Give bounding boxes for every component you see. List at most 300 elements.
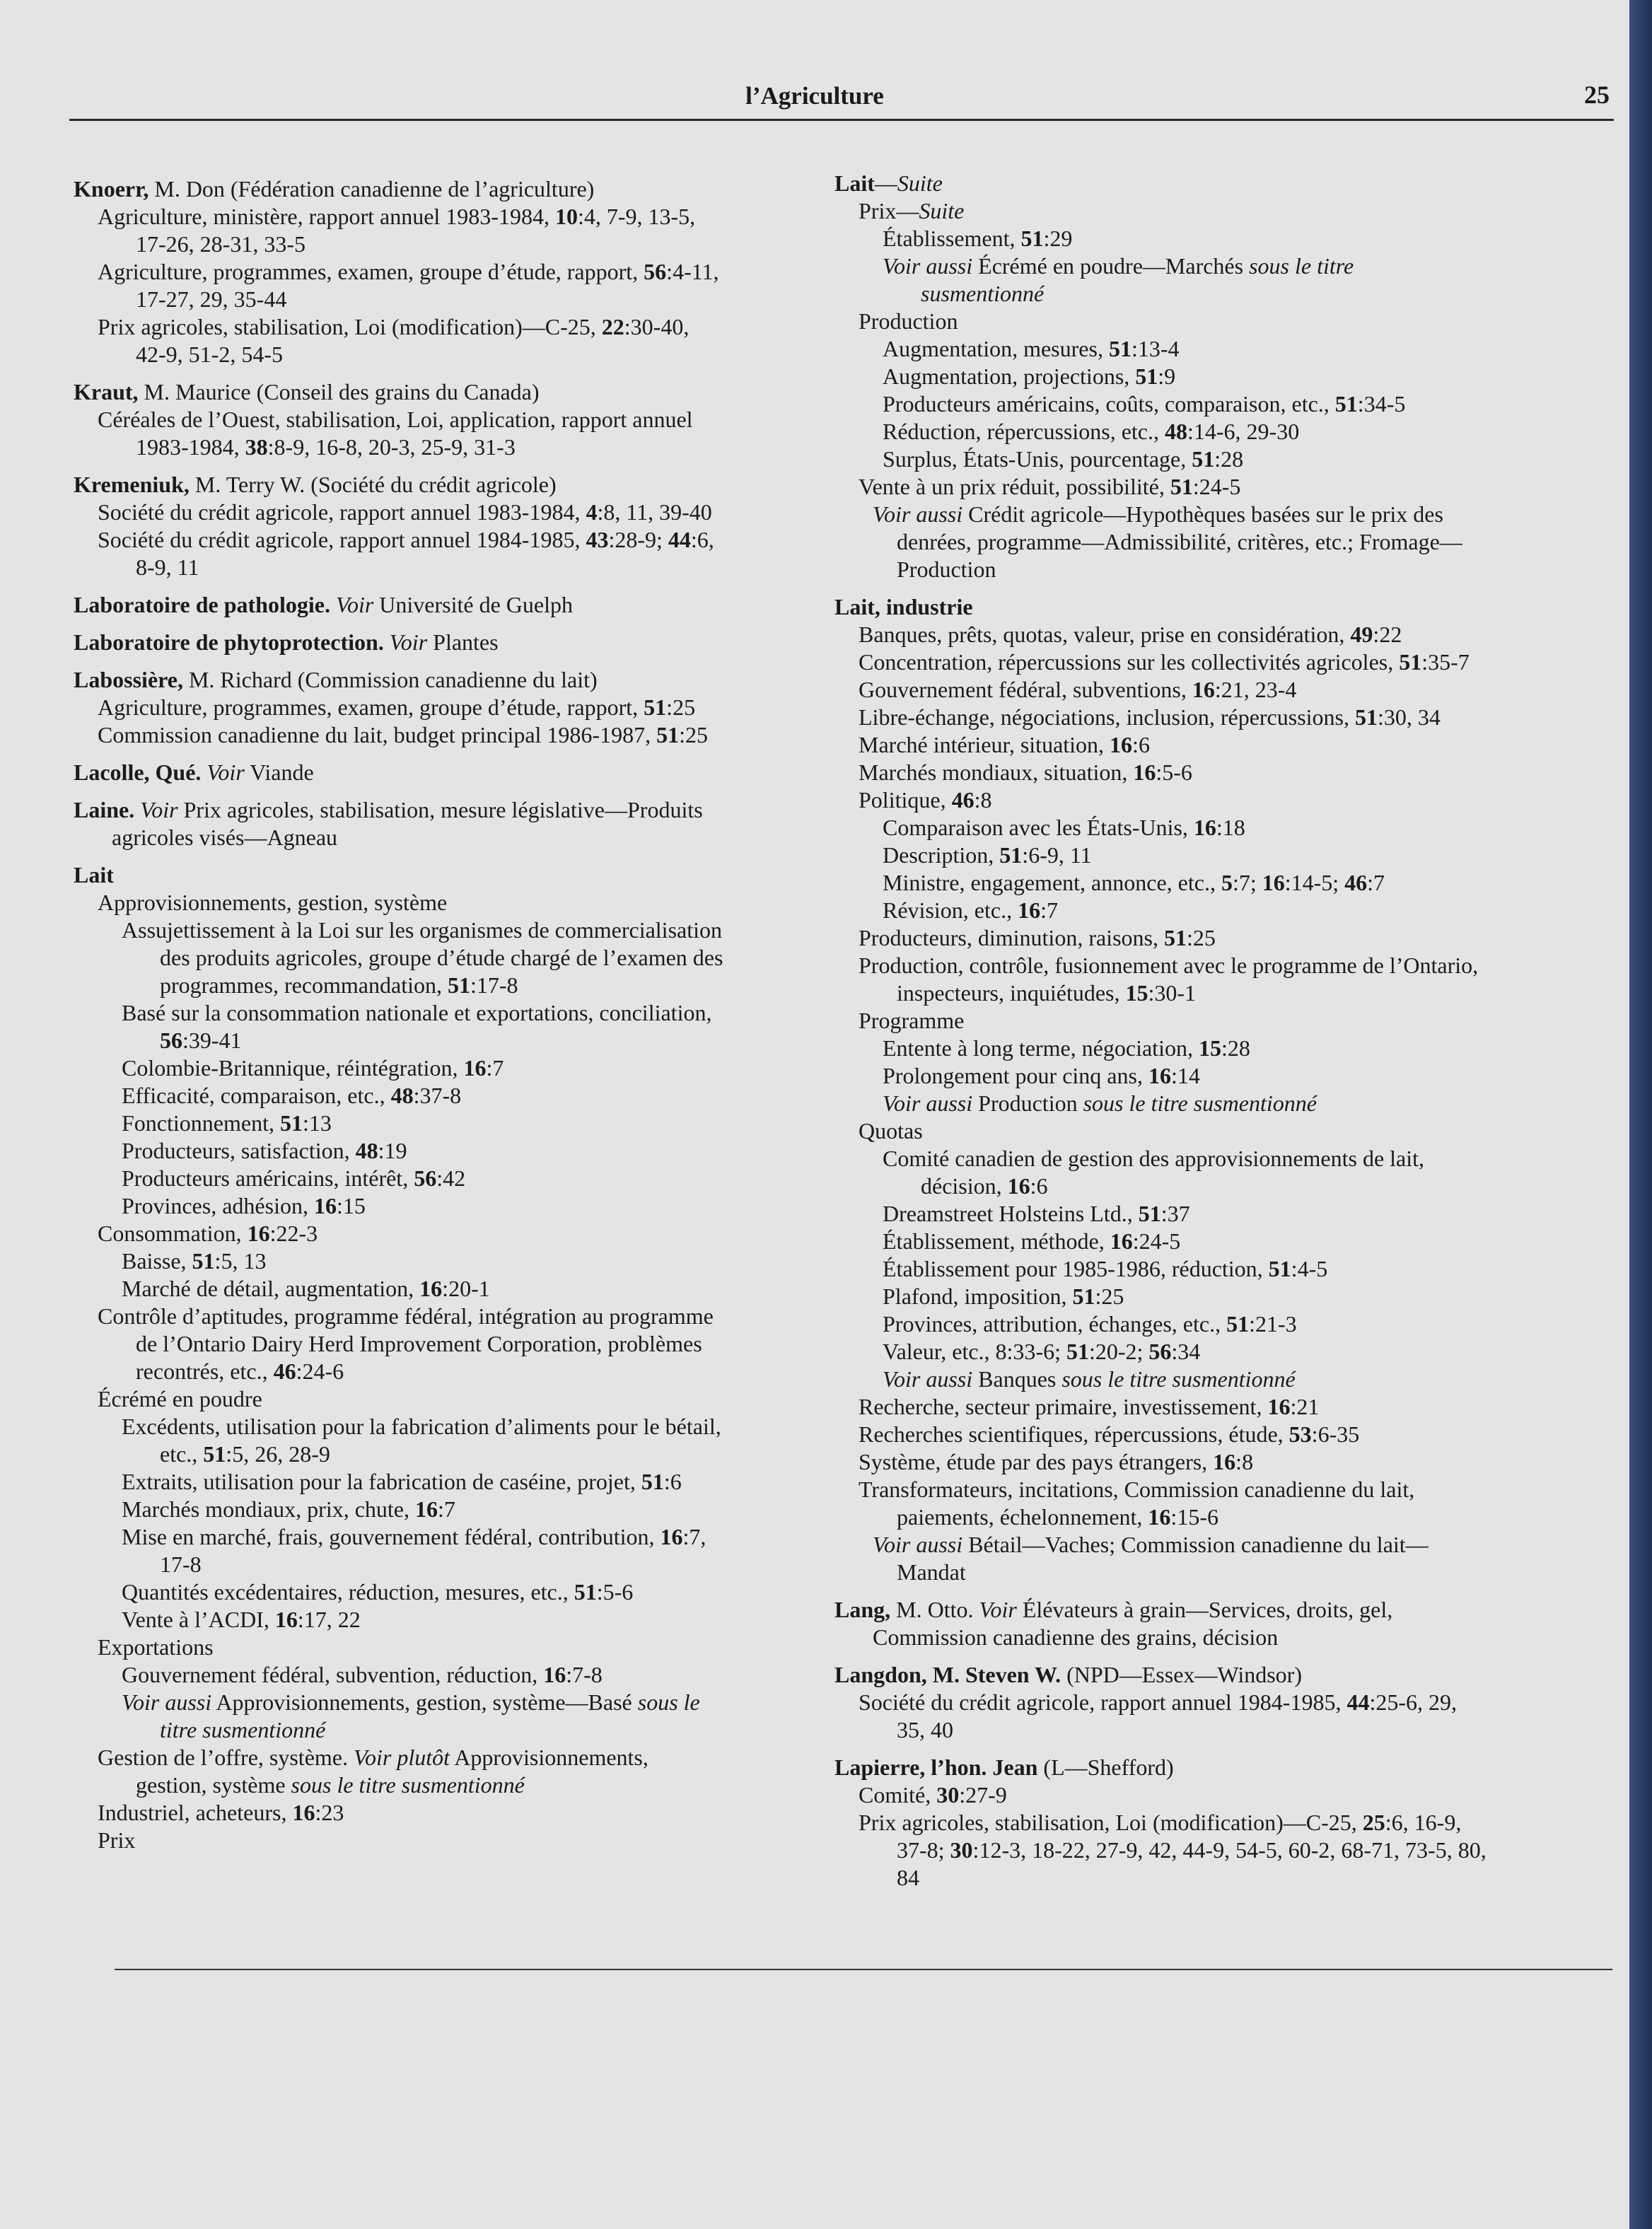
index-text: :18 [1216,815,1245,840]
index-text: :4, 7-9, 13-5, [577,204,696,229]
index-text: :6 [1030,1173,1048,1199]
index-text: Marché intérieur, situation, [859,732,1110,757]
index-text: Consommation, [98,1221,248,1246]
index-line [834,593,1605,621]
index-line [74,1413,823,1441]
index-term-bold: Knoerr, [74,176,149,202]
index-text: :7 [1367,870,1385,895]
index-line [74,1661,823,1689]
index-text: :42 [436,1165,466,1191]
index-line [834,1090,1605,1117]
index-text: :21 [1290,1394,1320,1419]
index-term-bold: 16 [1192,677,1215,702]
index-text: :30-40, [624,314,690,339]
index-term-italic: Voir [389,629,428,655]
index-line [74,341,823,368]
index-text: :35-7 [1421,649,1470,675]
index-text: :4-11, [666,259,719,284]
index-text: inspecteurs, inquiétudes, [897,980,1126,1006]
index-term-bold: 16 [1213,1449,1236,1474]
index-term-italic: Suite [919,198,965,223]
index-line [834,1172,1605,1200]
index-text: gestion, système [136,1772,291,1798]
index-term-bold: Lacolle, Qué. [74,760,202,785]
index-text: :22-3 [269,1221,318,1246]
index-text: (L—Shefford) [1037,1754,1174,1780]
index-text: :7, [682,1524,706,1549]
index-term-bold: 56 [644,259,667,284]
index-text: Quotas [859,1118,923,1143]
index-text: Ministre, engagement, annonce, etc., [883,870,1221,895]
index-text: Production [859,308,958,334]
index-line [74,972,823,999]
index-line [74,1358,823,1385]
index-text: 42-9, 51-2, 54-5 [136,342,283,367]
index-line [834,1448,1605,1476]
index-line [74,175,823,203]
index-text: Excédents, utilisation pour la fabrication d’aliments pour le bétail, [122,1414,721,1439]
index-text: Vente à l’ACDI, [122,1607,275,1632]
index-line [74,824,823,851]
index-line [74,1275,823,1303]
index-line [834,1393,1605,1421]
index-text: :6 [663,1469,682,1494]
index-text: :7-8 [566,1662,603,1687]
index-line [74,1082,823,1110]
index-line [834,308,1605,335]
index-text: 1983-1984, [136,434,245,460]
index-line [74,1578,823,1606]
index-line [74,999,823,1027]
index-term-bold: 5 [1221,870,1233,895]
index-term-bold: 44 [668,527,691,552]
index-line [834,1661,1605,1689]
index-text: :23 [315,1800,344,1825]
index-term-bold: 51 [1108,336,1132,361]
index-text: :19 [378,1138,407,1163]
index-text: denrées, programme—Admissibilité, critères, etc.; Fromage— [897,529,1462,554]
running-header-title: l’Agriculture [745,82,884,110]
index-text: :5, 26, 28-9 [226,1441,330,1467]
index-term-bold: 51 [644,694,667,720]
index-line [834,1200,1605,1228]
index-text: :25 [1186,925,1216,950]
index-text: Industriel, acheteurs, [98,1800,293,1825]
index-text: Mandat [897,1559,966,1585]
index-column-right [834,170,1605,1892]
index-term-bold: 16 [1262,870,1285,895]
index-text: :21-3 [1249,1311,1297,1337]
index-line [834,1310,1605,1338]
index-term-bold: 48 [355,1138,378,1163]
index-text: :7 [1040,897,1058,923]
index-line [74,1771,823,1799]
index-text: Approvisionnements, gestion, système [98,890,448,915]
index-line [74,666,823,694]
index-text: Producteurs américains, intérêt, [122,1165,414,1191]
index-text: :8 [974,787,992,813]
index-text: Basé sur la consommation nationale et exportations, conciliation, [122,1000,712,1025]
index-term-bold: 16 [1018,897,1041,923]
index-text: Système, étude par des pays étrangers, [859,1449,1214,1474]
index-text: Prix agricoles, stabilisation, Loi (modification)—C-25, [98,314,602,339]
index-text: :22 [1373,622,1402,647]
index-term-italic: titre susmentionné [160,1717,326,1742]
index-text: Plantes [427,629,499,655]
index-text: M. Terry W. (Société du crédit agricole) [189,472,557,497]
index-text: Approvisionnements, [450,1745,648,1770]
index-line [834,1421,1605,1448]
index-text: Producteurs, satisfaction, [122,1138,356,1163]
index-term-bold: 53 [1289,1421,1312,1447]
index-line [74,916,823,944]
index-line [834,897,1605,924]
index-term-bold: 16 [1110,732,1133,757]
index-term-bold: 16 [1007,1173,1030,1199]
index-text: :25 [1095,1284,1124,1309]
index-line [834,170,1605,197]
index-term-bold: Laboratoire de phytoprotection. [74,629,384,655]
index-line [74,258,823,286]
index-text: :30-1 [1148,980,1197,1006]
index-term-bold: 30 [950,1837,973,1863]
index-line [834,528,1605,556]
index-term-bold: 51 [1163,925,1187,950]
index-line [74,694,823,721]
index-term-bold: 22 [601,314,624,339]
index-text: :21, 23-4 [1214,677,1297,702]
index-term-bold: 4 [586,499,598,525]
index-line [834,1559,1605,1586]
index-text: 37-8; [897,1837,950,1863]
index-term-bold: 51 [999,842,1023,868]
index-text: Commission canadienne du lait, budget principal 1986-1987, [98,722,657,747]
index-text: :20-1 [442,1276,490,1301]
binder-edge [1629,0,1652,2229]
index-term-bold: 51 [1399,649,1422,675]
index-text: Producteurs, diminution, raisons, [859,925,1164,950]
index-line [74,629,823,656]
header-rule [69,119,1614,121]
index-text: M. Maurice (Conseil des grains du Canada) [138,379,540,405]
index-text: Société du crédit agricole, rapport annuel 1984-1985, [98,527,586,552]
index-text: 17-8 [160,1552,202,1577]
index-text: Efficacité, comparaison, etc., [122,1083,391,1108]
index-term-italic: sous le titre [1249,253,1354,279]
index-text: Mise en marché, frais, gouvernement fédéral, contribution, [122,1524,661,1549]
index-line [74,1441,823,1468]
index-line [834,1754,1605,1781]
index-text: :6-35 [1311,1421,1360,1447]
index-line [834,621,1605,648]
index-line [74,499,823,526]
index-term-italic: Voir aussi [883,1090,973,1116]
index-text: paiements, échelonnement, [897,1504,1148,1530]
index-text [384,629,390,655]
index-text: :27-9 [959,1782,1007,1808]
index-line [74,889,823,916]
index-line [74,1247,823,1275]
index-line [74,1799,823,1827]
index-text: Écrémé en poudre [98,1386,262,1412]
index-term-bold: 16 [313,1193,337,1218]
index-line [834,556,1605,583]
index-term-bold: 51 [1268,1256,1291,1281]
index-text: :13-4 [1131,336,1180,361]
index-text: Contrôle d’aptitudes, programme fédéral, intégration au programme [98,1303,714,1329]
index-text: :24-5 [1192,474,1241,499]
index-term-bold: 56 [1148,1339,1172,1364]
index-line [834,446,1605,473]
index-term-bold: 10 [554,204,578,229]
index-text: Augmentation, mesures, [883,336,1109,361]
index-text: Marché de détail, augmentation, [122,1276,420,1301]
index-line [834,1117,1605,1145]
index-text: :6, 16-9, [1385,1810,1462,1835]
index-line [834,1062,1605,1090]
index-term-bold: 51 [1334,391,1358,417]
footer-rule [115,1969,1612,1970]
index-text: :14-6, 29-30 [1187,419,1300,444]
index-term-bold: 51 [203,1441,226,1467]
index-text: Concentration, répercussions sur les collectivités agricoles, [859,649,1400,675]
index-text: :7 [438,1496,455,1522]
index-line [834,786,1605,814]
index-term-italic: Voir plutôt [353,1745,450,1770]
index-line [74,526,823,554]
index-line [74,203,823,231]
index-line [74,1744,823,1771]
index-text: Écrémé en poudre—Marchés [972,253,1250,279]
index-line [834,731,1605,759]
index-line [834,473,1605,501]
index-term-italic: susmentionné [921,281,1045,306]
index-text: recontrés, etc., [136,1358,274,1384]
index-text: :15 [336,1193,366,1218]
index-term-bold: 44 [1346,1689,1370,1715]
index-text: Agriculture, ministère, rapport annuel 1983-1984, [98,204,555,229]
index-term-bold: 16 [660,1524,683,1549]
index-term-bold: 46 [273,1358,296,1384]
index-text: :24-5 [1132,1228,1181,1254]
index-term-italic: Suite [897,170,943,196]
index-text: etc., [160,1441,204,1467]
index-term-italic: Voir [335,592,374,617]
index-line [74,1165,823,1192]
index-text: :29 [1043,226,1073,251]
index-term-italic: sous le titre susmentionné [1083,1090,1317,1116]
index-line [74,1330,823,1358]
index-line [74,1303,823,1330]
index-text: :8, 11, 39-40 [597,499,712,525]
index-line [834,1716,1605,1744]
index-text: des produits agricoles, groupe d’étude chargé de l’examen des [160,945,723,970]
index-term-bold: 38 [245,434,268,460]
index-term-bold: Lait [74,862,114,887]
index-term-bold: 16 [463,1055,487,1081]
index-line [74,861,823,889]
index-term-bold: 46 [951,787,975,813]
index-text: Prix [98,1827,136,1853]
index-term-bold: 16 [292,1800,315,1825]
index-term-bold: 16 [247,1221,270,1246]
index-term-italic: Voir aussi [122,1689,212,1715]
index-term-bold: Laine. [74,797,135,822]
index-text: Banques [972,1366,1062,1392]
index-line [74,1634,823,1661]
index-text: Comité canadien de gestion des approvisionnements de lait, [883,1146,1425,1171]
index-text: Plafond, imposition, [883,1284,1073,1309]
index-text: Quantités excédentaires, réduction, mesures, etc., [122,1579,574,1605]
index-text: :7; [1232,870,1262,895]
index-text: Entente à long terme, négociation, [883,1035,1199,1061]
index-line [834,197,1605,225]
index-text: Gestion de l’offre, système. [98,1745,354,1770]
index-text: Révision, etc., [883,897,1018,923]
index-line [74,1496,823,1523]
index-term-bold: 51 [641,1469,664,1494]
index-text: 35, 40 [897,1717,953,1742]
index-line [74,1827,823,1854]
index-text: Exportations [98,1634,214,1660]
index-line [834,252,1605,280]
index-text: Recherche, secteur primaire, investissement, [859,1394,1268,1419]
index-text: :5, 13 [214,1248,267,1274]
index-text: Fonctionnement, [122,1110,280,1136]
index-text: Marchés mondiaux, situation, [859,760,1134,785]
index-line [834,418,1605,446]
index-line [834,1228,1605,1255]
index-text: :5-6 [596,1579,634,1605]
index-text: Comité, [859,1782,937,1808]
index-text: Libre-échange, négociations, inclusion, répercussions, [859,704,1355,730]
index-text: Extraits, utilisation pour la fabrication de caséine, projet, [122,1469,641,1494]
index-term-bold: 16 [1193,815,1216,840]
index-line [74,1606,823,1634]
index-text: Prix agricoles, stabilisation, mesure législative—Produits [178,797,703,822]
index-text: :28 [1221,1035,1250,1061]
index-text: Société du crédit agricole, rapport annuel 1984-1985, [859,1689,1347,1715]
index-line [834,648,1605,676]
index-line [834,676,1605,704]
index-line [74,591,823,619]
index-line [834,814,1605,842]
index-text: :25 [679,722,708,747]
index-line [834,1338,1605,1366]
index-line [834,1596,1605,1624]
index-text: de l’Ontario Dairy Herd Improvement Corporation, problèmes [136,1331,702,1356]
index-text: :14 [1170,1063,1200,1088]
index-text: :8-9, 16-8, 20-3, 25-9, 31-3 [267,434,516,460]
index-term-bold: 51 [1020,226,1044,251]
index-term-bold: 16 [543,1662,566,1687]
index-line [74,1137,823,1165]
index-term-bold: 15 [1125,980,1148,1006]
index-term-bold: 46 [1344,870,1368,895]
index-text: :30, 34 [1378,704,1441,730]
index-line [74,1110,823,1137]
index-term-italic: Voir aussi [883,253,973,279]
index-term-italic: sous le [637,1689,700,1715]
index-text: Vente à un prix réduit, possibilité, [859,474,1170,499]
index-text: :17, 22 [297,1607,361,1632]
index-text: Producteurs américains, coûts, comparaison, etc., [883,391,1335,417]
index-term-bold: 51 [1138,1201,1161,1226]
index-term-bold: 51 [1072,1284,1095,1309]
index-text: :6 [1132,732,1150,757]
index-term-bold: 51 [1135,363,1158,389]
index-line [74,554,823,581]
index-text: 84 [897,1865,919,1890]
index-term-bold: 49 [1350,622,1373,647]
index-text: — [874,170,897,196]
index-text: M. Richard (Commission canadienne du lait) [182,667,598,692]
index-text: 17-26, 28-31, 33-5 [136,231,306,257]
index-term-bold: 16 [1267,1394,1291,1419]
index-line [834,704,1605,731]
index-line [834,1781,1605,1809]
index-term-bold: 51 [656,722,680,747]
index-text: :15-6 [1170,1504,1218,1530]
index-term-bold: 16 [1148,1504,1171,1530]
index-text: :9 [1158,363,1176,389]
index-text: :34-5 [1357,391,1406,417]
index-term-bold: 51 [1192,446,1215,472]
index-text: Valeur, etc., 8:33-6; [883,1339,1066,1364]
index-line [834,1864,1605,1892]
index-line [834,225,1605,252]
index-text: Établissement, méthode, [883,1228,1110,1254]
index-text: Établissement, [883,226,1021,251]
index-text: Augmentation, projections, [883,363,1136,389]
index-term-bold: 51 [1355,704,1378,730]
index-text: :14-5; [1284,870,1345,895]
index-term-bold: 48 [1165,419,1187,444]
index-text: Provinces, adhésion, [122,1193,314,1218]
index-text: Production, contrôle, fusionnement avec le programme de l’Ontario, [859,953,1479,978]
index-text: Politique, [859,787,952,813]
index-term-bold: 30 [936,1782,960,1808]
index-line [834,1503,1605,1531]
index-line [834,1476,1605,1503]
index-text: :25 [666,694,696,720]
index-text: M. Otto. [890,1597,979,1622]
index-term-bold: 16 [415,1496,438,1522]
index-text: Crédit agricole—Hypothèques basées sur le prix des [962,501,1443,527]
index-line [834,979,1605,1007]
index-text: Agriculture, programmes, examen, groupe d’étude, rapport, [98,259,644,284]
index-line [834,390,1605,418]
index-line [834,759,1605,786]
index-line [74,1054,823,1082]
index-term-italic: Voir aussi [883,1366,973,1392]
index-term-bold: Laboratoire de pathologie. [74,592,330,617]
index-line [834,1809,1605,1837]
index-line [74,1468,823,1496]
index-text: Approvisionnements, gestion, système—Basé [211,1689,638,1715]
index-text: (NPD—Essex—Windsor) [1061,1662,1302,1687]
index-text: Production [972,1090,1083,1116]
index-text: Comparaison avec les États-Unis, [883,815,1194,840]
index-line [74,1192,823,1220]
index-text: :6-9, 11 [1022,842,1092,868]
index-term-bold: Kraut, [74,379,139,405]
index-text: :4-5 [1291,1256,1328,1281]
index-line [74,1551,823,1578]
index-text: :34 [1171,1339,1201,1364]
index-text: Dreamstreet Holsteins Ltd., [883,1201,1139,1226]
index-line [834,1283,1605,1310]
